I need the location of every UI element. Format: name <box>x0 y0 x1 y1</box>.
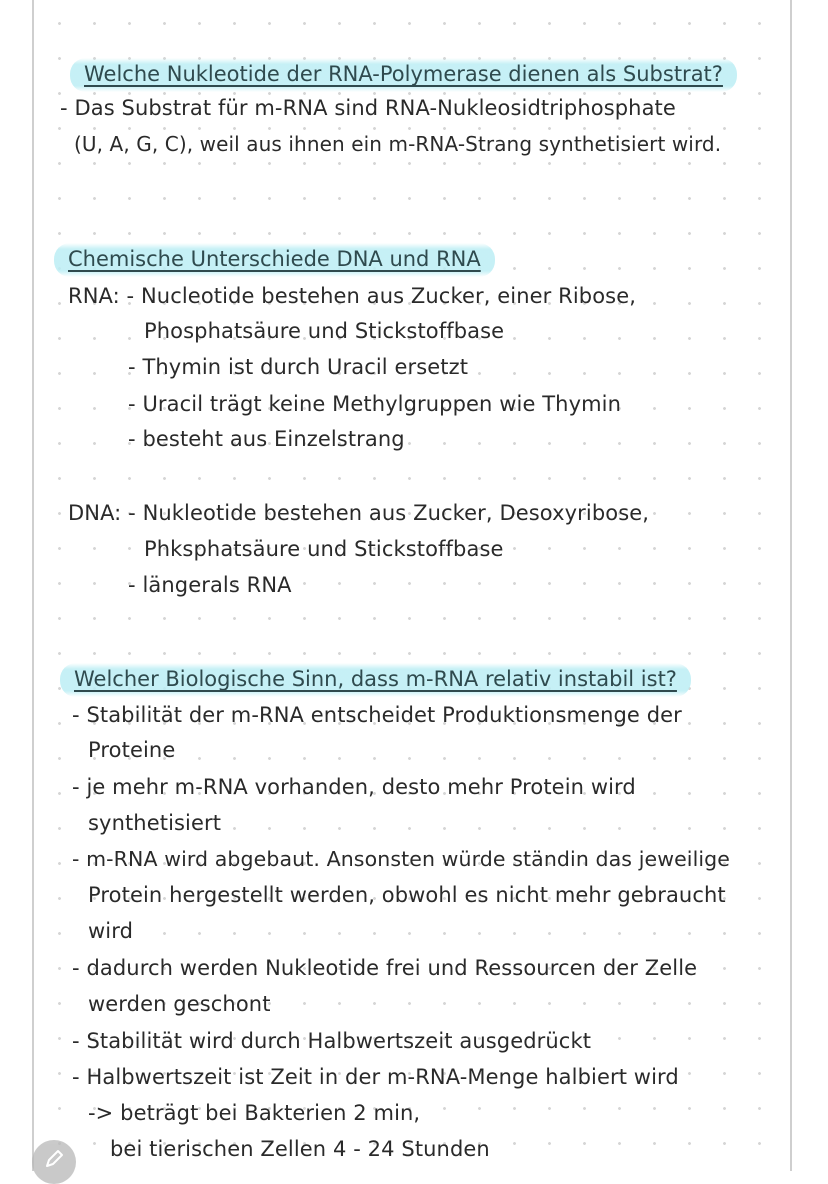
text-line: Proteine <box>88 738 176 762</box>
text-line: - Das Substrat für m-RNA sind RNA-Nukleosidtriphosphate <box>60 96 676 120</box>
text-line: - längerals RNA <box>128 573 292 597</box>
text-line: - besteht aus Einzelstrang <box>128 427 405 451</box>
text-line: - Uracil trägt keine Methylgruppen wie Thymin <box>128 392 622 416</box>
text-line: Phksphatsäure und Stickstoffbase <box>144 537 504 561</box>
text-line: werden geschont <box>88 992 271 1016</box>
text-line: Phosphatsäure und Stickstoffbase <box>144 319 505 343</box>
text-line: (U, A, G, C), weil aus ihnen ein m-RNA-Strang synthetisiert wird. <box>74 132 722 156</box>
note-page <box>32 0 792 1171</box>
text-line: - je mehr m-RNA vorhanden, desto mehr Protein wird <box>72 775 636 799</box>
text-line: - Halbwertszeit ist Zeit in der m-RNA-Menge halbiert wird <box>72 1065 679 1089</box>
text-line: DNA: - Nukleotide bestehen aus Zucker, Desoxyribose, <box>68 501 650 525</box>
text-line: RNA: - Nucleotide bestehen aus Zucker, einer Ribose, <box>68 284 637 308</box>
section-heading-substrate: Welche Nukleotide der RNA-Polymerase dienen als Substrat? <box>70 58 737 92</box>
text-line: - dadurch werden Nukleotide frei und Ressourcen der Zelle <box>72 956 698 980</box>
text-line: - Stabilität wird durch Halbwertszeit ausgedrückt <box>72 1029 592 1053</box>
text-line: Protein hergestellt werden, obwohl es nicht mehr gebraucht <box>88 883 726 907</box>
text-line: - Stabilität der m-RNA entscheidet Produktionsmenge der <box>72 703 682 727</box>
edit-button[interactable] <box>32 1140 76 1184</box>
section-heading-differences: Chemische Unterschiede DNA und RNA <box>54 243 495 277</box>
text-line: - Thymin ist durch Uracil ersetzt <box>128 355 469 379</box>
text-line: wird <box>88 919 134 943</box>
pencil-icon <box>43 1148 65 1170</box>
text-line: - m-RNA wird abgebaut. Ansonsten würde ständin das jeweilige <box>72 847 730 871</box>
section-heading-instability: Welcher Biologische Sinn, dass m-RNA relativ instabil ist? <box>60 663 691 697</box>
text-line: -> beträgt bei Bakterien 2 min, <box>88 1101 421 1125</box>
text-line: synthetisiert <box>88 811 222 835</box>
text-line: bei tierischen Zellen 4 - 24 Stunden <box>110 1137 490 1161</box>
